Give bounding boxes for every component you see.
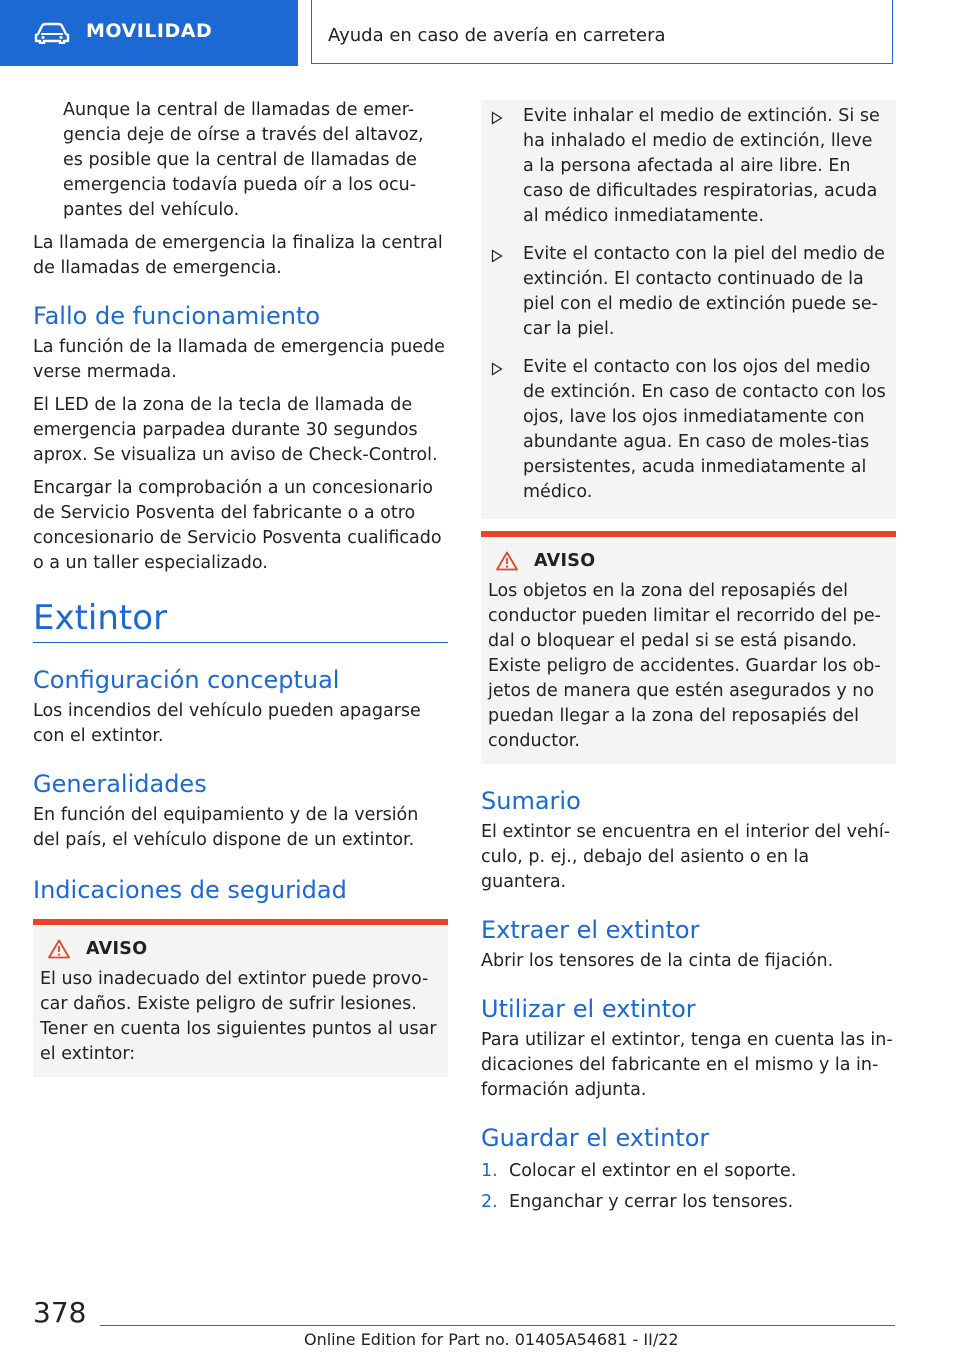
paragraph: El extintor se encuentra en el interior del vehí-culo, p. ej., debajo del asiento o en la guantera.: [481, 822, 891, 892]
paragraph: En función del equipamiento y de la versión del país, el vehículo dispone de un extintor.: [33, 805, 419, 850]
warning-triangle-icon: [48, 939, 70, 959]
warning-triangle-icon: [496, 551, 518, 571]
heading-rule: [33, 642, 448, 643]
warning-title: AVISO: [86, 939, 148, 959]
warning-title: AVISO: [534, 551, 596, 571]
heading-configuracion: Configuración conceptual: [33, 666, 340, 694]
paragraph: Abrir los tensores de la cinta de fijación.: [481, 951, 834, 971]
heading-seguridad: Indicaciones de seguridad: [33, 876, 347, 904]
bullet-list: [481, 100, 896, 519]
step-text: Colocar el extintor en el soporte.: [509, 1161, 797, 1181]
list-item: [491, 242, 886, 342]
list-item: [491, 104, 886, 229]
warning-text: El uso inadecuado del extintor puede provo-car daños. Existe peligro de sufrir lesiones. Tener en cuenta los siguientes puntos al usar el extintor:: [40, 969, 437, 1064]
bullet-text: Evite el contacto con los ojos del medio de extinción. En caso de contacto con los ojos, lave los ojos inmediatamente con abundante agua. En caso de moles-tias persistentes, acuda inmediatamente al médico.: [523, 357, 886, 502]
heading-generalidades: Generalidades: [33, 770, 207, 798]
paragraph: La llamada de emergencia la finaliza la central de llamadas de emergencia.: [33, 233, 443, 278]
list-item: [491, 355, 886, 505]
warning-text: Los objetos en la zona del reposapiés del conductor pueden limitar el recorrido del pe-dal o bloquear el pedal si se está pisando. Existe peligro de accidentes. Guardar los ob-jetos de manera que estén asegurados y no puedan llegar a la zona del reposapiés del conductor.: [488, 581, 881, 751]
heading-sumario: Sumario: [481, 787, 581, 815]
chapter-title: Ayuda en caso de avería en carretera: [328, 25, 666, 46]
list-item: [481, 1190, 896, 1215]
section-label: MOVILIDAD: [86, 20, 213, 42]
bullet-text: Evite el contacto con la piel del medio de extinción. El contacto continuado de la piel con el medio de extinción puede se-car la piel.: [523, 244, 885, 339]
paragraph: La función de la llamada de emergencia puede verse mermada.: [33, 337, 445, 382]
warning-box: [481, 531, 896, 764]
step-text: Enganchar y cerrar los tensores.: [509, 1192, 794, 1212]
list-item: [481, 1159, 896, 1184]
left-column: [33, 98, 448, 1077]
step-number: 1.: [481, 1161, 498, 1181]
step-number: 2.: [481, 1192, 498, 1212]
bullet-triangle-icon: [491, 104, 523, 229]
right-column: [481, 100, 896, 1215]
footer-edition: Online Edition for Part no. 01405A54681 - II/22: [304, 1330, 679, 1349]
paragraph: El LED de la zona de la tecla de llamada de emergencia parpadea durante 30 segundos aprox. Se visualiza un aviso de Check-Control.: [33, 395, 438, 465]
indented-paragraph: Aunque la central de llamadas de emer-gencia deje de oírse a través del altavoz, es posible que la central de llamadas de emergencia todavía pueda oír a los ocu-pantes del vehículo.: [63, 100, 424, 220]
bullet-triangle-icon: [491, 355, 523, 505]
warning-box: [33, 919, 448, 1077]
section-tab: [0, 0, 298, 66]
bullet-text: Evite inhalar el medio de extinción. Si se ha inhalado el medio de extinción, lleve a la persona afectada al aire libre. En caso de dificultades respiratorias, acuda al médico inmediatamente.: [523, 106, 880, 226]
footer-rule: [100, 1325, 895, 1326]
page-number: 378: [33, 1296, 87, 1329]
heading-utilizar: Utilizar el extintor: [481, 995, 696, 1023]
heading-extraer: Extraer el extintor: [481, 916, 700, 944]
bullet-triangle-icon: [491, 242, 523, 342]
heading-fallo: Fallo de funcionamiento: [33, 302, 321, 330]
paragraph: Los incendios del vehículo pueden apagarse con el extintor.: [33, 701, 421, 746]
paragraph: Para utilizar el extintor, tenga en cuenta las in-dicaciones del fabricante en el mismo y la in-formación adjunta.: [481, 1030, 893, 1100]
heading-extintor: Extintor: [33, 598, 168, 638]
car-icon: [34, 22, 70, 44]
paragraph: Encargar la comprobación a un concesionario de Servicio Posventa del fabricante o a otro concesionario de Servicio Posventa cualificado o a un taller especializado.: [33, 478, 442, 573]
heading-guardar: Guardar el extintor: [481, 1124, 710, 1152]
chapter-header: [311, 0, 893, 64]
